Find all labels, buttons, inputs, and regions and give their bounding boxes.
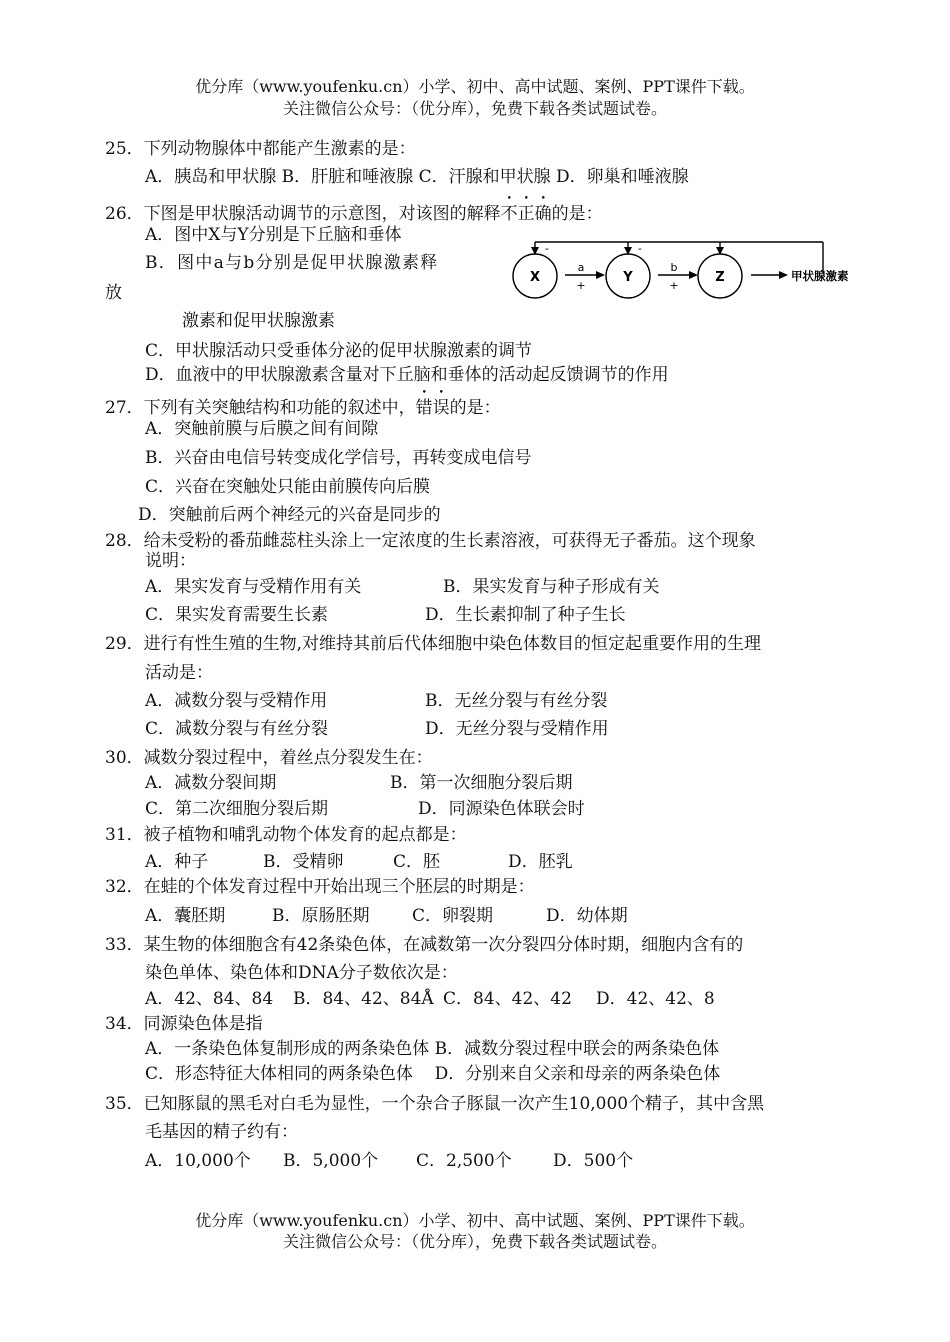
q33-option-b: B．84、42、84Å [293,989,434,1009]
q26-option-a: A．图中X与Y分别是下丘脑和垂体 [145,225,402,245]
q30-option-b: B．第一次细胞分裂后期 [390,773,573,793]
q35-option-c: C．2,500个 [416,1151,512,1171]
q33-stem-2: 染色单体、染色体和DNA分子数依次是： [145,963,458,983]
arrow-b-label: b [670,261,678,274]
thyroid-regulation-diagram [505,230,850,310]
q26-option-d: D．血液中的甲状腺激素含量对下丘脑和垂体的活动起反馈调节的作用 [145,365,669,385]
q28-option-d: D．生长素抑制了种子生长 [425,605,626,625]
q32-option-a: A．囊胚期 [145,906,226,926]
header-line-2: 关注微信公众号：（优分库），免费下载各类试题试卷。 [282,99,667,118]
q31-stem: 31．被子植物和哺乳动物个体发育的起点都是： [105,825,467,845]
plus-sign-1: + [576,279,586,292]
q29-option-d: D．无丝分裂与受精作用 [425,719,609,739]
q32-option-c: C．卵裂期 [412,906,494,926]
minus-sign-1: - [545,242,549,255]
q29-option-b: B．无丝分裂与有丝分裂 [425,691,608,711]
q27-option-d: D．突触前后两个神经元的兴奋是同步的 [138,505,441,525]
q30-option-d: D．同源染色体联会时 [418,799,585,819]
q32-option-b: B．原肠胚期 [272,906,370,926]
q26-option-b-part1: B．图中a与b分别是促甲状腺激素释 [145,253,439,273]
q32-stem: 32．在蛙的个体发育过程中开始出现三个胚层的时期是： [105,877,535,897]
q29-stem-1: 29．进行有性生殖的生物,对维持其前后代体细胞中染色体数目的恒定起重要作用的生理 [105,634,762,654]
q32-option-d: D．幼体期 [546,906,628,926]
footer-line-1: 优分库（www.youfenku.cn）小学、初中、高中试题、案例、PPT课件下载。 [195,1211,755,1230]
q35-option-d: D．500个 [553,1151,634,1171]
q27-stem-emphasis: 错误 [415,398,450,418]
node-y-label: Y [623,270,633,285]
q31-option-d: D．胚乳 [508,852,573,872]
q30-option-c: C．第二次细胞分裂后期 [145,799,329,819]
q26-stem [105,194,603,225]
q29-stem-2: 活动是： [145,663,213,683]
q28-option-a: A．果实发育与受精作用有关 [145,577,362,597]
minus-sign-2: - [638,242,642,255]
q26-stem-pre: 26．下图是甲状腺活动调节的示意图，对该图的解释 [105,204,501,224]
q28-stem-1: 28．给未受粉的番茄雌蕊柱头涂上一定浓度的生长素溶液，可获得无子番茄。这个现象 [105,531,756,551]
q28-option-b: B．果实发育与种子形成有关 [443,577,660,597]
header-line-1: 优分库（www.youfenku.cn）小学、初中、高中试题、案例、PPT课件下载。 [195,77,755,96]
q26-option-b-part3: 激素和促甲状腺激素 [182,311,335,331]
q27-stem [105,388,501,419]
q26-option-b-part2: 放 [105,283,122,303]
q30-option-a: A．减数分裂间期 [145,773,277,793]
q35-option-a: A．10,000个 [145,1151,251,1171]
q27-option-a: A．突触前膜与后膜之间有间隙 [145,419,379,439]
q26-stem-emphasis: 不正确 [500,204,552,224]
output-label: 甲状腺激素 [791,269,849,283]
node-x-label: X [529,270,541,285]
q26-option-c: C．甲状腺活动只受垂体分泌的促甲状腺激素的调节 [145,341,533,361]
arrow-a-label: a [577,261,585,274]
q33-stem-1: 33．某生物的体细胞含有42条染色体，在减数第一次分裂四分体时期，细胞内含有的 [105,935,744,955]
footer-line-2: 关注微信公众号：（优分库），免费下载各类试题试卷。 [282,1232,667,1251]
q33-option-d: D．42、42、8 [596,989,715,1009]
q31-option-c: C．胚 [393,852,441,872]
plus-sign-2: + [669,279,679,292]
q33-option-a: A．42、84、84 [145,989,274,1009]
q35-stem-1: 35．已知豚鼠的黑毛对白毛为显性，一个杂合子豚鼠一次产生10,000个精子，其中含黑 [105,1094,765,1114]
q33-option-c: C．84、42、42 [443,989,572,1009]
q34-stem: 34．同源染色体是指 [105,1014,263,1034]
q29-option-a: A．减数分裂与受精作用 [145,691,328,711]
q25-stem: 25．下列动物腺体中都能产生激素的是： [105,139,416,159]
q28-option-c: C．果实发育需要生长素 [145,605,329,625]
q35-option-b: B．5,000个 [283,1151,379,1171]
node-z-label: Z [715,270,725,285]
q26-stem-post: 的是： [551,204,603,224]
q27-stem-pre: 27．下列有关突触结构和功能的叙述中， [105,398,416,418]
q27-option-b: B．兴奋由电信号转变成化学信号，再转变成电信号 [145,448,532,468]
q27-stem-post: 的是： [449,398,501,418]
q34-options-ab: A．一条染色体复制形成的两条染色体 B．减数分裂过程中联会的两条染色体 [145,1039,720,1059]
q35-stem-2: 毛基因的精子约有： [145,1122,298,1142]
q25-options: A．胰岛和甲状腺 B．肝脏和唾液腺 C．汗腺和甲状腺 D．卵巢和唾液腺 [145,167,689,187]
q30-stem: 30．减数分裂过程中，着丝点分裂发生在： [105,748,433,768]
q28-stem-2: 说明： [145,551,196,571]
q31-option-a: A．种子 [145,852,209,872]
q31-option-b: B．受精卵 [263,852,344,872]
q34-options-cd: C．形态特征大体相同的两条染色体 D．分别来自父亲和母亲的两条染色体 [145,1064,721,1084]
q27-option-c: C．兴奋在突触处只能由前膜传向后膜 [145,477,431,497]
q29-option-c: C．减数分裂与有丝分裂 [145,719,329,739]
